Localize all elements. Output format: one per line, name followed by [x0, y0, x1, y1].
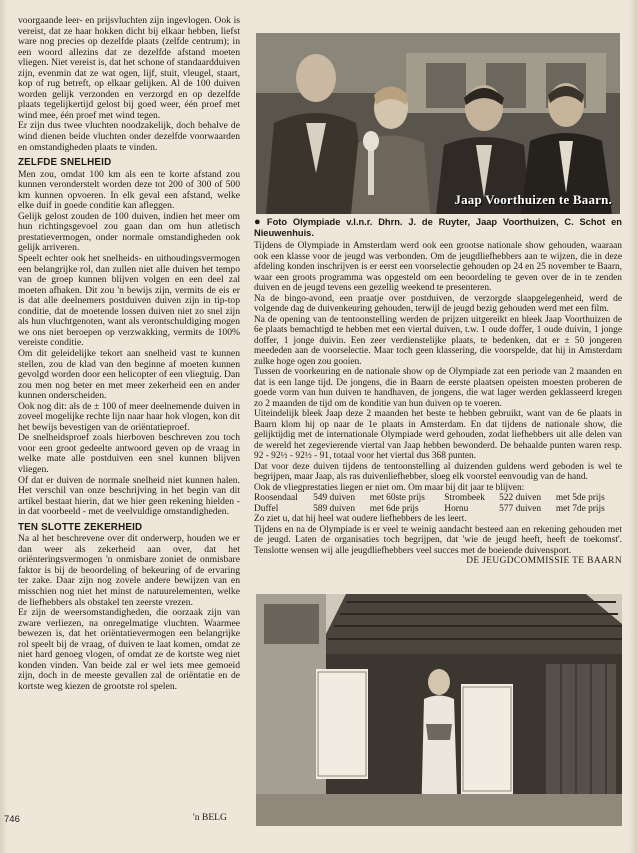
table-cell: Strombeek: [444, 493, 485, 504]
photo-caption: [254, 217, 622, 238]
table-cell: 577 duiven: [499, 503, 542, 514]
paragraph: Speelt echter ook het snelheids- en uithoudingsvermogen een belangrijke rol, dan zullen niet alle duiven het tempo van de groep kunnen blijven volgen en een deel zal moeten afhaken. Dit zou 'n bewijs zijn, vermits de eis er is dat alle deelnemers postduiven duiven zijn in tip-top conditie, dat de moetende lossen duiven niet zo snel zijn als hun vluchtgenoten, want als verontschuldiging mogen we ons niet beroepen op verzwakking, vermits de 100% vereiste conditie.: [18, 253, 240, 349]
table-cell: Duffel: [254, 503, 279, 514]
paragraph: Ook nog dit: als de ± 100 of meer deelnemende duiven in zoveel mogelijke rechte lijn naar haar hok vlogen, kon dit het bewijs bevestigen van de oriëntatieproef.: [18, 400, 240, 433]
paragraph: Tijdens de Olympiade in Amsterdam werd ook een grootse nationale show gehouden, waaraan ook een klasse voor de jeugd was verbonden. Om de jeugdliefhebbers aan te wijzen, die in deze afdeling konden inschrijven is er eerst een voorselectie gehouden op 24 en 25 november te Baarn, waar een groots programma was opgesteld om een beoordeling te geven over de in te zenden duiven en de jeugd tevens een gezellig weekend te presenteren.: [254, 241, 622, 294]
paragraph: Zo ziet u, dat hij heel wat oudere liefhebbers de les leert.: [254, 514, 467, 524]
section-heading-zelfde-snelheid: ZELFDE SNELHEID: [18, 157, 112, 169]
page-number: 746: [4, 814, 20, 825]
table-cell: 549 duiven: [313, 493, 356, 504]
table-cell: met 6de prijs: [369, 503, 419, 514]
table-cell: met 60ste prijs: [369, 493, 425, 504]
paragraph: Ook de vliegprestaties liegen er niet om. Om maar bij dit jaar te blijven:: [254, 482, 525, 493]
paragraph: Er zijn dus twee vluchten noodzakelijk, doch behalve de wind dienen beide vluchten onder dezelfde voorwaarden en omstandigheden plaats te vinden.: [18, 120, 240, 153]
article-author: 'n BELG: [193, 812, 227, 823]
photo-olympiade: [256, 33, 620, 214]
photo-overlay-title: Jaap Voorthuizen te Baarn.: [454, 192, 612, 207]
table-row: [254, 504, 622, 514]
paragraph: Om dit geleidelijke tekort aan snelheid vast te kunnen stellen, zou de klad van den beginne af moeten kunnen gevolgd worden door een helicopter of een vliegtuig. Dan zou men nog beter en met meer zekerheid een en ander kunnen onderscheiden.: [18, 347, 240, 402]
table-cell: Roosendaal: [254, 493, 298, 504]
right-column: [254, 215, 622, 567]
paragraph: Er zijn de weersomstandigheden, die oorzaak zijn van zware verliezen, na onregelmatige vluchten. Waarmee bewezen is, dat het oriëntatievermogen een belangrijke rol speelt bij de vraag, of duiven te laat komen, omdat ze niet hard genoeg vlogen, of omdat ze de kortste weg niet konden vinden. Van beide zal er wel iets mee gemoeid zijn, doch in de meeste gevallen zal de oriëntatie en de kortste weg kiezen de grootste rol spelen.: [18, 607, 240, 692]
table-cell: met 5de prijs: [555, 493, 605, 504]
paragraph: De snelheidsproef zoals hierboven beschreven zou toch voor een groot gedeelte antwoord geven op de vraag in welke mate alle postduiven een snel kunnen blijven vliegen.: [18, 432, 240, 475]
left-column: [18, 16, 240, 692]
paragraph: Na al het beschrevene over dit onderwerp, houden we er dan weer als zekerheid aan over, dat het oriënteringsvermogen 'n onmisbare zoniet de onmisbare faktor is bij de beoordeling of bekeuring of de ervaring ter zake. Daar zijn nog zovele andere bewijzen van en misschien nog niet het minst de natuurelementen, welke de liefhebbers als obstakel ten zeerste vrezen.: [18, 533, 240, 608]
paragraph: voorgaande leer- en prijsvluchten zijn ingevlogen. Ook is vereist, dat ze haar hokken dicht bij elkaar hebben, liefst ware nog precies op dezelfde plaats (zelfde centrum); in een woord allezins dat ze dezelfde afstand moeten vliegen. Niet vereist is, dat het schone of standaardduiven zijn, evenmin dat ze wat ogen, lijf, stuit, vleugel, staart, kop of rug betreft, op elkaar gelijken. Al de 100 duiven worden gelijk verzonden en verzorgd en op dezelfde plaats tegelijkertijd gelost bij goed weer, één proef met wind mee, één proef met wind tegen.: [18, 15, 240, 121]
photo-olympiade-image: [256, 33, 620, 214]
paragraph: Tijdens en na de Olympiade is er veel te weinig aandacht besteed aan en rekening gehouden met de jeugd. Laten de organisaties toch begrijpen, dat 'wie de jeugd heeft, heeft de toekomst'. Tenslotte wensen wij alle jeugdliefhebbers veel succes met de boeiende duivensport.: [254, 524, 622, 556]
photo-pigeon-loft-image: [256, 594, 622, 826]
bullet-icon: ●: [254, 216, 264, 228]
table-cell: met 7de prijs: [555, 503, 605, 514]
paragraph: Tussen de voorkeuring en de nationale show op de Olympiade zat een periode van 2 maanden en dat is een lange tijd. De jongens, die in Baarn de eerste plaatsen opeisten moesten proberen de goede vorm van hun duiven te handhaven, de jongens, die wat lager werden geklasseerd kregen zo 2 maanden de tijd om de konditie van hun duiven op te voeren.: [254, 367, 622, 409]
table-cell: 522 duiven: [499, 493, 542, 504]
paragraph: Na de bingo-avond, een praatje over postduiven, de verzorgde slaapgelegenheid, werd de volgende dag de duivenkeuring gehouden, terwijl de jeugd bezig gehouden werd met een film.: [254, 293, 622, 315]
paragraph: Men zou, omdat 100 km als een te korte afstand zou kunnen veronderstelt worden deze tot 200 of 300 of 500 km kunnen opvoeren. In elk geval een afstand, welke elke duif in goede conditie kan afleggen.: [18, 168, 240, 212]
section-heading-ten-slotte-zekerheid: TEN SLOTTE ZEKERHEID: [18, 521, 143, 533]
paragraph: Gelijk gelost zouden de 100 duiven, indien het meer om hun richtingsgevoel zou gaan dan om hun atletisch prestatievermogen, onder normale omstandigheden ook gelijk arriveren.: [18, 210, 240, 254]
paragraph: Uiteindelijk bleek Jaap deze 2 maanden het beste te hebben gebruikt, want van de 6e plaats in Baarn klom hij op naar de 1e plaats in Amsterdam. En dat tijdens de nationale show, die gelijktijdig met de internationale Olympiade werd gehouden, zodat liefhebbers uit alle delen van de wereld het zegevierende viertal van Jaap hebben bewonderd. De behaalde punten waren resp. 92 - 92½ - 92½ - 91, totaal voor het viertal dus 368 punten.: [254, 409, 622, 462]
photo-pigeon-loft: [256, 594, 622, 826]
table-cell: 589 duiven: [313, 503, 356, 514]
signature: DE JEUGDCOMMISSIE TE BAARN: [466, 556, 622, 566]
paragraph: Of dat er duiven de normale snelheid niet kunnen halen. Het verschil van onze beschrijving in het begin van dit artikel bestaat hierin, dat we hier geen rekening hielden - in dat voorbeeld - met de veelvuldige omstandigheden.: [18, 474, 240, 518]
photo-caption-text: Foto Olympiade v.l.n.r. Dhrn. J. de Ruyter, Jaap Voorthuizen, C. Schot en Nieuwenhuis.: [254, 217, 622, 238]
table-row: [254, 493, 622, 503]
paragraph: Dat voor deze duiven tijdens de tentoonstelling al duizenden guldens werd geboden is wel te begrijpen, maar Jaap, als ras duivenliefhebber, sloeg elk voorstel eenvoudig van de hand.: [254, 461, 622, 483]
table-cell: Hornu: [444, 503, 469, 514]
prize-table: [254, 493, 622, 514]
paragraph: Na de opening van de tentoonstelling werden de prijzen uitgereikt en bleek Jaap Voorthuizen de 6e plaats bemachtigd te hebben met een viertal duiven, t.w. 1 oude doffer, 1 oude duivin, 1 jonge doffer, 1 jonge duivin. Een zeer verdienstelijke plaats, te bedenken, dat er ± 50 jongeren meededen aan de voorselectie. Maar toch geen klassering, die voorspelde, dat hij in Amsterdam zulke hoge ogen zou gooien.: [254, 314, 622, 367]
